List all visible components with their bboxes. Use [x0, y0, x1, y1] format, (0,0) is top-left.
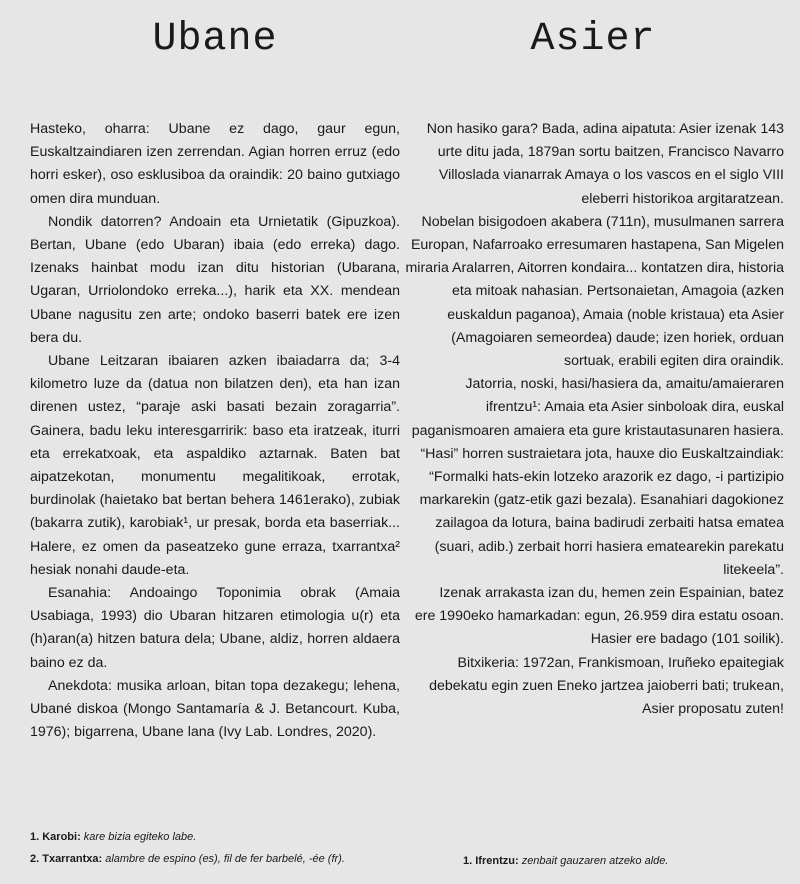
footnote-text: zenbait gauzaren atzeko alde. — [521, 855, 669, 867]
column-ubane — [30, 0, 400, 744]
paragraph: Nobelan bisigodoen akabera (711n), musulmanen sarrera Europan, Nafarroako erresumaren hastapena, San Migelen miraria Aralarren, Aitorren kondaira... kontatzen dira, historia eta mitoak nahasian. Pertsonaietan, Amagoia (azken euskaldun paganoa), Amaia (noble kristaua) eta Asier (Amagoiaren semeordea) daude; izen horiek, orduan sortuak, erabili egiten dira oraindik. — [405, 213, 784, 370]
footnote — [30, 826, 345, 848]
footnote — [30, 848, 345, 870]
paragraph: Bitxikeria: 1972an, Frankismoan, Iruñeko epaitegiak debekatu egin zuen Eneko jartzea jaioberri bati; trukean, Asier proposatu zuten! — [429, 654, 784, 718]
column-asier — [402, 0, 784, 721]
footnote-text: kare bizia egiteko labe. — [83, 831, 197, 843]
footnote — [463, 850, 668, 872]
footnote-label: 1. Ifrentzu: — [463, 855, 519, 867]
paragraph: Anekdota: musika arloan, bitan topa dezakegu; lehena, Ubané diskoa (Mongo Santamaría & J. Betancourt. Kuba, 1976); bigarrena, Ubane lana (Ivy Lab. Londres, 2020). — [30, 677, 400, 741]
footnote-label: 2. Txarrantxa: — [30, 853, 103, 865]
paragraph: Non hasiko gara? Bada, adina aipatuta: Asier izenak 143 urte ditu jada, 1879an sortu baitzen, Francisco Navarro Villoslada vianarrak Amaya o los vascos en el siglo VIII eleberri historikoa argitaratzean. — [426, 121, 784, 207]
paragraph: Hasteko, oharra: Ubane ez dago, gaur egun, Euskaltzaindiaren izen zerrendan. Agian horren erruz (edo horri esker), oso esklusiboa da oraindik: 20 baino gutxiago omen dira munduan. — [30, 121, 400, 207]
paragraph: Ubane Leitzaran ibaiaren azken ibaiadarra da; 3-4 kilometro luze da (datua non bilatzen den), eta han izan direnen ustez, “paraje aski basati bezain zoragarria”. Gainera, badu leku interesgarririk: baso eta iratzeak, iturri eta errekatxoak, eta aspaldiko aztarnak. Baten bat aipatzekotan, monumentu megalitikoak, errotak, burdinolak (haietako bat bertan behera 1461erako), zubiak (bakarra zutik), karobiak¹, ur presak, borda eta baserriak... Halere, ez omen da paseatzeko gune erraza, txarrantxa² hesiak nonahi daude-eta. — [30, 353, 400, 578]
title-ubane: Ubane — [152, 17, 278, 62]
title-asier: Asier — [530, 17, 656, 62]
footnote-text: alambre de espino (es), fil de fer barbelé, -ée (fr). — [105, 853, 345, 865]
paragraph: Nondik datorren? Andoain eta Urnietatik (Gipuzkoa). Bertan, Ubane (edo Ubaran) ibaia (edo erreka) dago. Izenaks hainbat modu izan ditu historian (Ubarana, Ugaran, Urriolondoko erreka...), harik eta XX. mendean Ubane nagusitu zen arte; ondoko baserri batek ere izen bera du. — [30, 213, 400, 346]
footnotes-ubane — [30, 826, 345, 870]
paragraph: Esanahia: Andoaingo Toponimia obrak (Amaia Usabiaga, 1993) dio Ubaran hitzaren etimologia u(r) eta (h)aran(a) hitzen batura dela; Ubane, aldiz, horren aldaera baino ez da. — [30, 585, 400, 671]
footnote-label: 1. Karobi: — [30, 831, 81, 843]
body-ubane — [30, 118, 400, 744]
body-asier — [402, 118, 784, 721]
paragraph: Jatorria, noski, hasi/hasiera da, amaitu/amaieraren ifrentzu¹: Amaia eta Asier sinboloak dira, euskal paganismoaren amaiera eta gure kristautasunaren hasiera. “Hasi” horren sustraietara jota, hauxe dio Euskaltzaindiak: “Formalki hats-ekin lotzeko arazorik ez dago, -i partizipio markarekin (gatz-etik gazi bezala). Esanahiari dagokionez zailagoa da lotura, baina badirudi zerbaiti hatsa ematea (suari, adib.) zerbait horri hasiera ematearekin parekatu litekeela”. — [411, 376, 784, 578]
paragraph: Izenak arrakasta izan du, hemen zein Espainian, batez ere 1990eko hamarkadan: egun, 26.959 dira estatu osoan. Hasier ere badago (101 soilik). — [414, 585, 784, 648]
footnotes-asier — [463, 850, 668, 872]
